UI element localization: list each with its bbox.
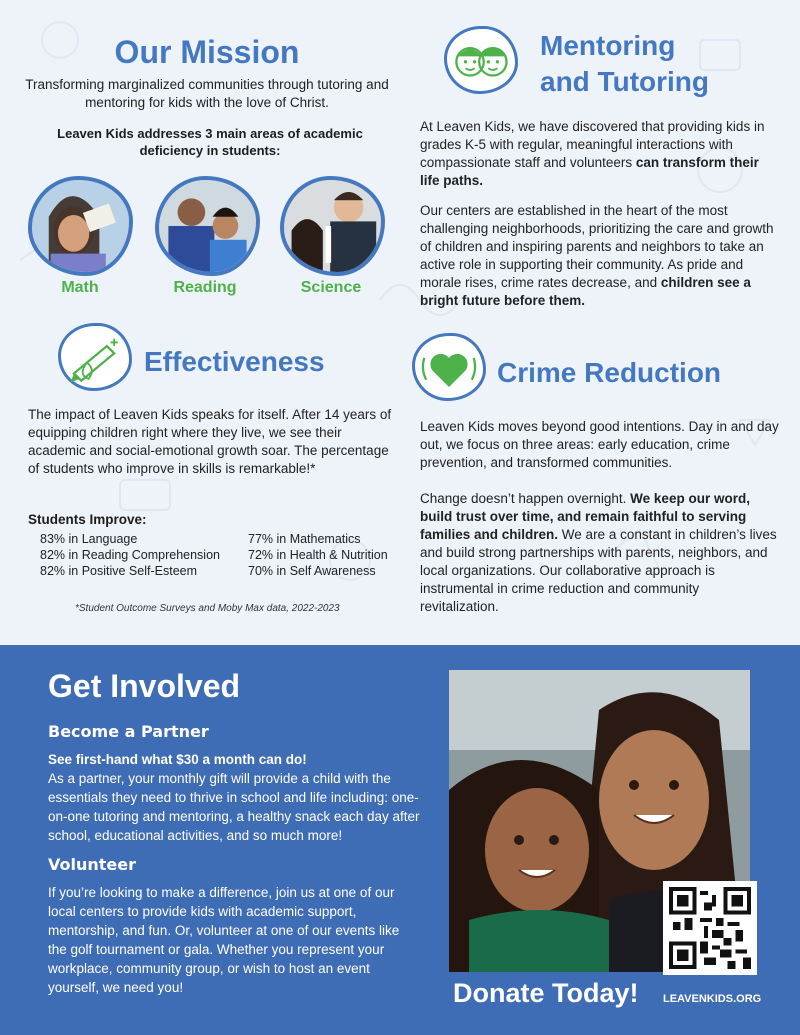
qr-code[interactable] — [663, 881, 757, 975]
website-link[interactable]: LEAVENKIDS.ORG — [663, 993, 762, 1005]
stat-item: 72% in Health & Nutrition — [248, 548, 388, 562]
reading-label: Reading — [173, 279, 237, 296]
pencil-icon — [58, 323, 132, 391]
mentoring-title — [540, 28, 709, 100]
partner-body: As a partner, your monthly gift will provide a child with the essentials they need to thrive in school and life including: one-on-one tutoring and mentoring, a healthy snack each day after school, educational activities, and so much more! — [48, 771, 420, 843]
math-photo — [28, 176, 133, 276]
stat-item: 70% in Self Awareness — [248, 564, 376, 578]
reading-photo — [155, 176, 260, 276]
math-label: Math — [61, 279, 99, 296]
partner-bold: See first-hand what $30 a month can do! — [48, 752, 307, 767]
crime-p2-bold: We keep our word, build trust over time, and remain faithful to serving families and children. — [420, 491, 750, 542]
mission-text: Transforming marginalized communities through tutoring and mentoring for kids with the love of Christ. — [25, 77, 389, 110]
mentoring-p2-bold: children see a bright future before them. — [420, 275, 751, 308]
mission-areas-intro: Leaven Kids addresses 3 main areas of academic deficiency in students: — [57, 126, 363, 158]
mentoring-title-line2: and Tutoring — [540, 66, 709, 97]
become-partner-heading: Become a Partner — [48, 722, 209, 741]
partner-text — [48, 750, 420, 845]
volunteer-text: If you’re looking to make a difference, join us at one of our local centers to provide kids with academic support, mentorship, and fun. Or, volunteer at one of our events like the golf tournament or gala. Whether you represent your workplace, community group, or wish to host an event yourself, we need you! — [48, 885, 400, 995]
stat-item: 82% in Reading Comprehension — [40, 548, 220, 562]
volunteer-heading: Volunteer — [48, 855, 137, 874]
crime-paragraph-1: Leaven Kids moves beyond good intentions. Day in and day out, we focus on three areas: early education, crime prevention, and transformed communities. — [420, 419, 779, 470]
mentoring-faces-icon — [444, 26, 518, 94]
crime-p2-text-b: We are a constant in children’s lives and build strong partnerships with parents, neighbors, and local organizations. Our collaborative approach is instrumental in crime reduction and community revitalization. — [420, 527, 777, 614]
heart-icon — [412, 333, 486, 401]
donate-button[interactable]: Donate Today! — [453, 978, 639, 1008]
crime-paragraph-2 — [420, 490, 780, 616]
mentoring-paragraph-2 — [420, 202, 775, 310]
students-improve-heading: Students Improve: — [28, 512, 147, 527]
mentoring-paragraph-1 — [420, 118, 775, 190]
mentoring-p2-text: Our centers are established in the heart of the most challenging neighborhoods, prioritizing the care and growth of children and inspiring parents and neighbors to take an active role in supporting their community. As pride and morale rises, crime rates decrease, and — [420, 203, 774, 290]
mentoring-title-line1: Mentoring — [540, 30, 676, 61]
stat-item: 83% in Language — [40, 532, 138, 546]
crime-p2-text-a: Change doesn’t happen overnight. — [420, 491, 631, 506]
mentoring-p1-text: At Leaven Kids, we have discovered that providing kids in grades K-5 with regular, meaningful interactions with compassionate staff and volunteers — [420, 119, 765, 170]
mentoring-p1-bold: can transform their life paths. — [420, 155, 759, 188]
effectiveness-text: The impact of Leaven Kids speaks for itself. After 14 years of equipping children right where they live, we see their academic and social-emotional growth soar. The percentage of students who improve in skills is remarkable!* — [28, 407, 392, 476]
stat-item: 77% in Mathematics — [248, 532, 361, 546]
stat-item: 82% in Positive Self-Esteem — [40, 564, 198, 578]
effectiveness-footnote: *Student Outcome Surveys and Moby Max data, 2022-2023 — [75, 603, 340, 614]
crime-reduction-title: Crime Reduction — [497, 357, 722, 388]
mission-title: Our Mission — [114, 34, 300, 70]
science-label: Science — [300, 279, 362, 296]
science-photo — [280, 176, 385, 276]
effectiveness-title: Effectiveness — [144, 346, 325, 377]
get-involved-title: Get Involved — [48, 668, 241, 704]
